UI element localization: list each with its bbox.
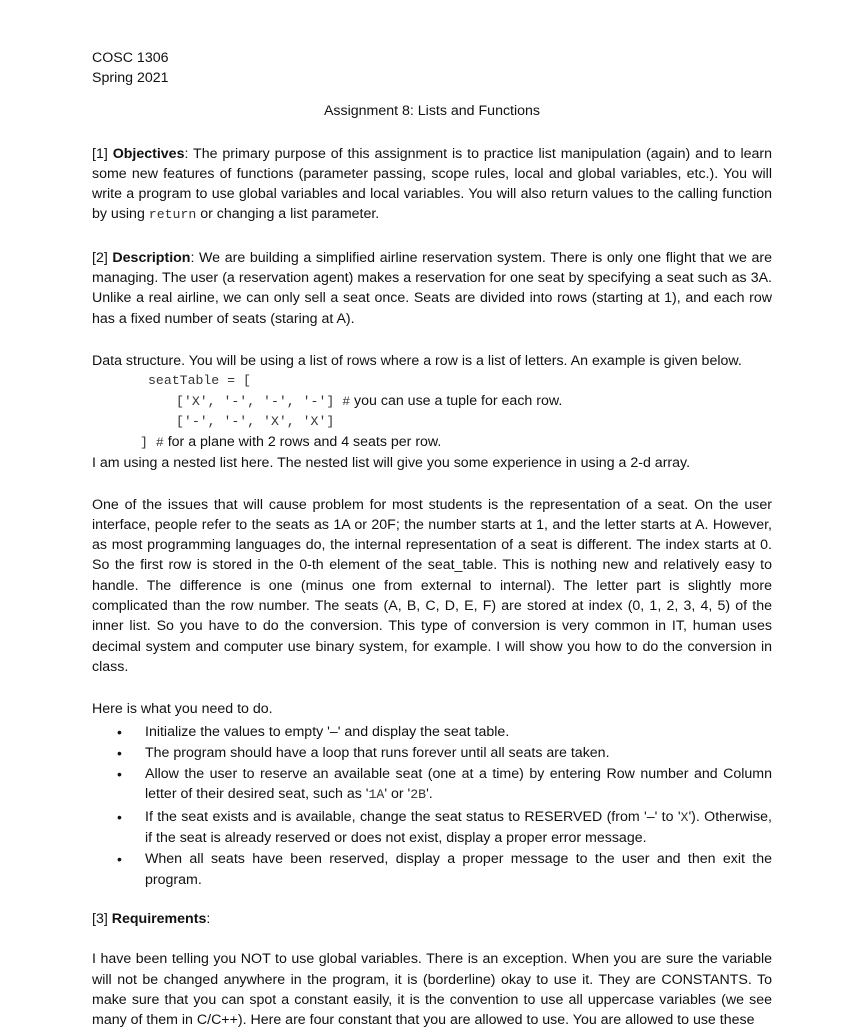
bullet: •	[117, 744, 122, 761]
description-paragraph	[92, 248, 772, 329]
objectives-paragraph	[92, 144, 772, 226]
course-code: COSC 1306	[92, 50, 169, 66]
description-label: Description	[112, 249, 191, 266]
document-page	[92, 48, 772, 1030]
bullet: •	[117, 766, 122, 783]
todo-intro: Here is what you need to do.	[92, 701, 273, 718]
code-line: ['X', '-', '-', '-'] # you can use a tuple for each row.	[176, 393, 563, 410]
issues-paragraph: One of the issues that will cause problem for most students is the representation of a seat. On the user interface, people refer to the seats as 1A or 20F; the number starts at 1, and the letter starts at A. However, as most programming languages do, the internal representation of a seat is different. The index starts at 0. So the first row is stored in the 0-th element of the seat_table. This is nothing new and relatively easy to handle. The difference is one (minus one from external to internal). The letter part is slightly more complicated than the row number. The seats (A, B, C, D, E, F) are stored at index (0, 1, 2, 3, 4, 5) of the inner list. So you have to do the conversion. This type of conversion is very common in IT, human uses decimal system and computer use binary system, for example. I will show you how to do the conversion in class.	[92, 496, 772, 675]
nested-list-note: I am using a nested list here. The nested list will give you some experience in using a 2-d array.	[92, 455, 691, 472]
description-number: [2]	[92, 249, 108, 266]
objectives-text-end: or changing a list parameter.	[196, 206, 380, 223]
requirements-paragraph: I have been telling you NOT to use global variables. There is an exception. When you are sure the variable will not be changed anywhere in the program, it is (borderline) okay to use it. They are CONSTANTS. To make sure that you can spot a constant easily, it is the convention to use all uppercase variables (we see many of them in C/C++). Here are four constant that you are allowed to use. You are allowed to use these	[92, 951, 772, 1029]
requirements-label: Requirements	[111, 910, 207, 927]
seat-example: 1A	[368, 787, 385, 803]
bullet: •	[117, 851, 122, 868]
objectives-number: [1]	[92, 145, 108, 162]
assignment-title: Assignment 8: Lists and Functions	[323, 102, 541, 119]
code-line: ] # for a plane with 2 rows and 4 seats per row.	[140, 434, 442, 451]
list-item: • Allow the user to reserve an available seat (one at a time) by entering Row number and Column letter of their desired seat, such as '1A' or '2B'.	[117, 766, 772, 803]
term: Spring 2021	[92, 70, 169, 87]
description-text: : We are building a simplified airline reservation system. There is only one flight that we are managing. The user (a reservation agent) makes a reservation for one seat by specifying a seat such as 3A. Unlike a real airline, we can only sell a seat once. Seats are divided into rows (starting at 1), and each row has a fixed number of seats (staring at A).	[92, 249, 772, 327]
code-comment: you can use a tuple for each row.	[350, 393, 563, 410]
code-line: seatTable = [	[148, 373, 251, 389]
code-line: ['-', '-', 'X', 'X']	[176, 414, 335, 430]
bullet: •	[117, 723, 122, 740]
list-item: • The program should have a loop that runs forever until all seats are taken.	[145, 743, 772, 763]
todo-list	[92, 722, 772, 890]
code-example	[92, 371, 772, 453]
list-item: • If the seat exists and is available, change the seat status to RESERVED (from '–' to 'X'). Otherwise, if the seat is already reserved or does not exist, display a proper error message.	[117, 808, 772, 847]
data-structure-intro: Data structure. You will be using a list of rows where a row is a list of letters. An example is given below.	[92, 352, 742, 369]
return-keyword: return	[148, 207, 197, 223]
list-item: • Initialize the values to empty '–' and display the seat table.	[145, 722, 772, 742]
objectives-text: : The primary purpose of this assignment is to practice list manipulation (again) and to learn some new features of functions (parameter passing, scope rules, local and global variables, etc.). You will write a program to use global variables and local variables. You will also return values to the calling function by using	[92, 145, 772, 223]
code-comment: for a plane with 2 rows and 4 seats per row.	[163, 434, 442, 451]
bullet: •	[117, 808, 122, 825]
list-item: • When all seats have been reserved, display a proper message to the user and then exit the program.	[117, 851, 772, 888]
requirements-number: [3]	[92, 910, 108, 927]
requirements-heading: [3] Requirements:	[92, 910, 211, 927]
seat-example: 2B	[410, 787, 427, 803]
objectives-label: Objectives	[112, 145, 185, 162]
reserved-mark: X	[680, 809, 689, 825]
